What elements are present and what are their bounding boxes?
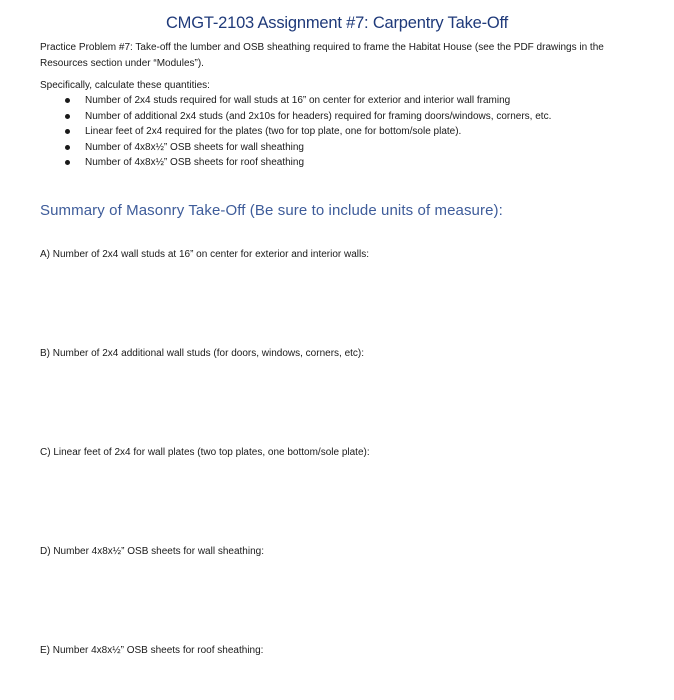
question-a: A) Number of 2x4 wall studs at 16” on center for exterior and interior walls: xyxy=(40,249,370,260)
list-item xyxy=(40,110,551,126)
question-d: D) Number 4x8x½” OSB sheets for wall sheathing: xyxy=(40,546,264,557)
answer-area-a[interactable] xyxy=(40,266,634,336)
summary-heading: Summary of Masonry Take-Off (Be sure to include units of measure): xyxy=(40,202,503,219)
list-item xyxy=(40,141,551,157)
bullet-icon xyxy=(65,129,70,134)
list-item xyxy=(40,125,551,141)
answer-area-e[interactable] xyxy=(40,662,634,692)
bullet-icon xyxy=(65,160,70,165)
list-item-text: Number of 2x4 studs required for wall studs at 16” on center for exterior and interior wall framing xyxy=(85,95,511,106)
bullet-icon xyxy=(65,145,70,150)
list-item-text: Number of 4x8x½” OSB sheets for roof sheathing xyxy=(85,157,304,168)
bullet-icon xyxy=(65,114,70,119)
list-item xyxy=(40,156,551,172)
page-title: CMGT-2103 Assignment #7: Carpentry Take-Off xyxy=(165,14,509,32)
bullet-icon xyxy=(65,98,70,103)
list-item-text: Number of 4x8x½” OSB sheets for wall sheathing xyxy=(85,141,304,153)
question-c: C) Linear feet of 2x4 for wall plates (two top plates, one bottom/sole plate): xyxy=(40,447,370,458)
question-b: B) Number of 2x4 additional wall studs (for doors, windows, corners, etc): xyxy=(40,348,365,359)
answer-area-c[interactable] xyxy=(40,464,634,534)
list-item xyxy=(40,94,551,110)
answer-area-b[interactable] xyxy=(40,365,634,435)
quantities-list xyxy=(40,94,551,172)
quantities-lead-text: Specifically, calculate these quantities: xyxy=(40,80,210,91)
list-item-text: Linear feet of 2x4 required for the plates (two for top plate, one for bottom/sole plate). xyxy=(85,126,462,137)
practice-problem-text: Practice Problem #7: Take-off the lumber and OSB sheathing required to frame the Habitat House (see the PDF drawings in the Resources section under “Modules”). xyxy=(40,42,604,69)
answer-area-d[interactable] xyxy=(40,563,634,633)
list-item-text: Number of additional 2x4 studs (and 2x10s for headers) required for framing doors/windows, corners, etc. xyxy=(85,110,552,122)
question-e: E) Number 4x8x½” OSB sheets for roof sheathing: xyxy=(40,645,264,656)
